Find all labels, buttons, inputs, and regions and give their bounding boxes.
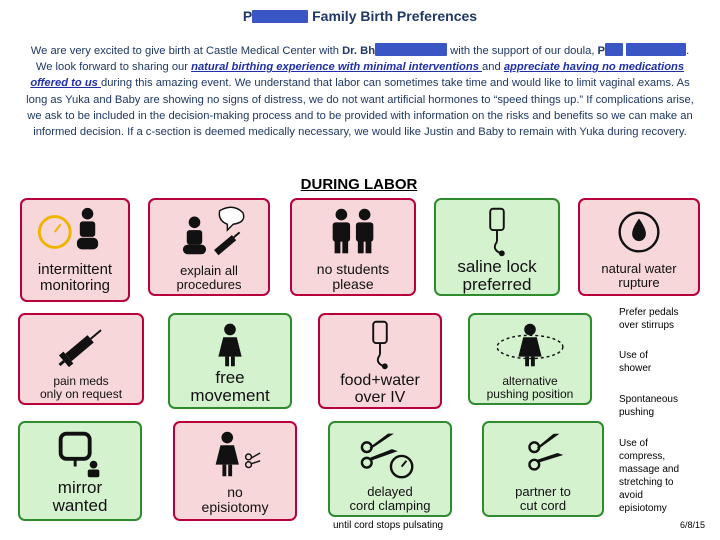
card-label-line2: monitoring [39, 276, 111, 294]
card-intermittent-monitoring [20, 198, 130, 302]
two-people-icon [292, 202, 414, 262]
mirror-icon [20, 425, 140, 481]
card-label-line2: movement [190, 385, 270, 405]
side-note-pedals [619, 306, 719, 332]
card-label-line1: delayed [367, 484, 413, 499]
iv-bag-icon [436, 202, 558, 262]
card-saline-lock [434, 198, 560, 296]
card-partner-cut-cord [482, 421, 604, 517]
intro-text-1: We are very excited to give birth at Castle Medical Center with [30, 45, 343, 57]
side-note-line: avoid [619, 490, 643, 501]
redacted-name [252, 10, 308, 23]
title-suffix: Family Birth Preferences [312, 8, 478, 24]
card-label-line2: episiotomy [201, 498, 269, 515]
intro-text-2: with the support of our doula, [447, 45, 598, 57]
side-note-shower [619, 349, 719, 375]
side-note-line: stretching to [619, 477, 674, 488]
card-label-line1: partner to [515, 484, 571, 499]
card-label-line2: over IV [354, 388, 406, 406]
card-label-line1: no [227, 484, 243, 500]
card-label-line2: procedures [176, 276, 242, 292]
card-label-line1: free [215, 368, 245, 387]
page-title [0, 8, 720, 24]
card-label-line2: rupture [618, 274, 660, 290]
intro-paragraph [22, 43, 698, 140]
card-label-line1: intermittent [37, 261, 113, 278]
baby-syringe-icon [150, 202, 268, 262]
doula-name: P [597, 45, 606, 57]
card-label-line1: explain all [180, 263, 238, 278]
cord-note: until cord stops pulsating [333, 520, 444, 531]
card-explain-procedures [148, 198, 270, 296]
side-note-line: Spontaneous [619, 394, 678, 405]
card-label-line2: cord clamping [349, 497, 431, 513]
woman-scissors-icon [175, 425, 295, 483]
card-mirror-wanted [18, 421, 142, 521]
card-label-line2: pushing position [486, 386, 574, 401]
card-label-line1: mirror [57, 478, 103, 497]
woman-icon [170, 317, 290, 371]
emphasis-minimal-interventions: natural birthing experience with minimal interventions [191, 61, 483, 74]
card-label-line1: pain meds [53, 374, 109, 388]
card-no-students [290, 198, 416, 296]
intro-text-5: during this amazing event. We understand that labor can sometimes take time and would like to limit vaginal exams. As long as Yuka and Baby are showing no signs of distress, we do not want artificial hormones to “speed things up.” If complications arise, we ask to be included in the decision-making process and to be provided with information on the risks and benefits so we can make an informed decision. If a c-section is deemed medically necessary, we would like Justin and Baby to remain with Yuka during recovery. [26, 77, 694, 139]
card-label-line2: please [332, 275, 374, 292]
intro-text-3: . We look forward to sharing our [35, 45, 690, 74]
card-label-line1: saline lock [457, 257, 537, 276]
redacted-doctor [375, 43, 447, 56]
card-label-line1: no students [316, 261, 390, 277]
side-note-line: compress, [619, 451, 666, 462]
side-note-line: episiotomy [619, 503, 667, 514]
scissors-clock-icon [330, 425, 450, 483]
card-no-episiotomy [173, 421, 297, 521]
card-delayed-cord-clamping [328, 421, 452, 517]
side-note-line: pushing [619, 407, 655, 418]
card-label-line1: natural water [601, 261, 677, 276]
card-label-line1: food+water [340, 372, 420, 389]
date-label: 6/8/15 [680, 520, 706, 530]
card-label-line2: only on request [39, 386, 123, 401]
card-label-line2: preferred [462, 274, 532, 294]
side-note-compress [619, 437, 719, 515]
card-alternative-pushing [468, 313, 592, 405]
intro-text-4: and [482, 61, 504, 74]
syringe-icon [20, 317, 142, 373]
iv-bag-icon [320, 317, 440, 373]
side-note-line: shower [619, 363, 652, 374]
side-note-pushing [619, 393, 719, 419]
clock-baby-icon [22, 202, 128, 262]
doctor-name: Dr. Bh [342, 45, 376, 57]
side-note-line: Prefer pedals [619, 307, 679, 318]
title-prefix: P [242, 8, 253, 24]
card-free-movement [168, 313, 292, 409]
redacted-doula-b [626, 43, 686, 56]
card-food-water [318, 313, 442, 409]
woman-circle-icon [470, 317, 590, 373]
section-heading: DURING LABOR [300, 176, 418, 193]
card-label-line2: cut cord [519, 497, 567, 513]
emphasis-no-medications: appreciate having no medications offered to us [30, 61, 685, 90]
side-note-line: Use of [619, 438, 648, 449]
side-note-line: Use of [619, 350, 648, 361]
side-note-line: over stirrups [619, 320, 675, 331]
card-label-line2: wanted [52, 495, 108, 515]
card-label-line1: alternative [502, 374, 558, 388]
water-drop-icon [580, 202, 698, 262]
scissors-icon [484, 425, 602, 483]
redacted-doula-a [605, 43, 623, 56]
card-pain-meds [18, 313, 144, 405]
side-note-line: massage and [619, 464, 680, 475]
card-natural-water-rupture [578, 198, 700, 296]
